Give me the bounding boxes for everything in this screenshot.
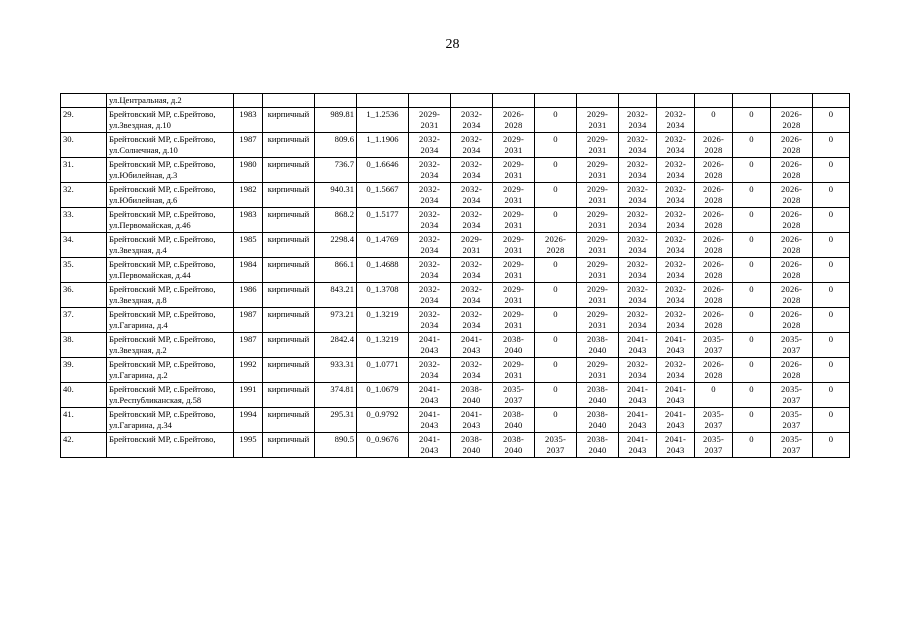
period-cell: 2032- 2034 <box>619 108 657 133</box>
period-cell: 0 <box>733 308 771 333</box>
wall-material-cell: кирпичный <box>263 183 315 208</box>
period-cell: 2041- 2043 <box>619 333 657 358</box>
period-cell: 2032- 2034 <box>657 358 695 383</box>
year-built-cell: 1987 <box>234 333 263 358</box>
period-cell: 2041- 2043 <box>451 408 493 433</box>
index-cell: 0_1.4769 <box>357 233 409 258</box>
period-cell: 2026- 2028 <box>771 158 813 183</box>
period-cell: 0 <box>813 108 850 133</box>
row-number-cell: 29. <box>61 108 107 133</box>
period-cell: 2029- 2031 <box>493 233 535 258</box>
period-cell: 0 <box>733 133 771 158</box>
period-cell: 2029- 2031 <box>577 108 619 133</box>
index-cell: 0_1.4688 <box>357 258 409 283</box>
period-cell: 2029- 2031 <box>577 133 619 158</box>
table-row <box>61 358 850 383</box>
period-cell: 2032- 2034 <box>619 183 657 208</box>
period-cell: 0 <box>535 158 577 183</box>
period-cell: 2032- 2034 <box>451 183 493 208</box>
period-cell: 2029- 2031 <box>493 358 535 383</box>
period-cell: 2026- 2028 <box>771 258 813 283</box>
period-cell: 0 <box>813 383 850 408</box>
period-cell: 2032- 2034 <box>451 358 493 383</box>
period-cell: 2032- 2034 <box>409 233 451 258</box>
area-cell: 868.2 <box>315 208 357 233</box>
period-cell: 2038- 2040 <box>577 333 619 358</box>
period-cell: 2026- 2028 <box>695 308 733 333</box>
period-cell: 0 <box>733 433 771 458</box>
period-cell: 2035- 2037 <box>535 433 577 458</box>
period-cell: 0 <box>535 108 577 133</box>
row-number-cell: 40. <box>61 383 107 408</box>
period-cell: 2032- 2034 <box>451 258 493 283</box>
wall-material-cell: кирпичный <box>263 333 315 358</box>
period-cell: 2038- 2040 <box>493 333 535 358</box>
wall-material-cell: кирпичный <box>263 208 315 233</box>
period-cell: 2035- 2037 <box>771 408 813 433</box>
address-cell: Брейтовский МР, с.Брейтово, ул.Юбилейная, д.3 <box>107 158 234 183</box>
period-cell: 0 <box>733 283 771 308</box>
row-number-cell: 33. <box>61 208 107 233</box>
period-cell: 2041- 2043 <box>657 333 695 358</box>
period-cell: 2038- 2040 <box>493 408 535 433</box>
period-cell: 2032- 2034 <box>619 133 657 158</box>
period-cell: 2032- 2034 <box>657 208 695 233</box>
area-cell: 2298.4 <box>315 233 357 258</box>
address-cell: Брейтовский МР, с.Брейтово, ул.Гагарина, д.34 <box>107 408 234 433</box>
period-cell: 2029- 2031 <box>577 308 619 333</box>
period-cell: 0 <box>535 283 577 308</box>
period-cell: 2032- 2034 <box>619 358 657 383</box>
period-cell: 2032- 2034 <box>409 133 451 158</box>
address-cell: Брейтовский МР, с.Брейтово, ул.Звездная, д.10 <box>107 108 234 133</box>
wall-material-cell: кирпичный <box>263 283 315 308</box>
table-row <box>61 108 850 133</box>
table-row <box>61 433 850 458</box>
period-cell: 0 <box>813 183 850 208</box>
year-built-cell: 1992 <box>234 358 263 383</box>
index-cell: 0_1.6646 <box>357 158 409 183</box>
period-cell: 0 <box>695 383 733 408</box>
period-cell: 2035- 2037 <box>771 433 813 458</box>
period-cell: 0 <box>733 333 771 358</box>
area-cell: 2842.4 <box>315 333 357 358</box>
period-cell: 0 <box>813 208 850 233</box>
period-cell: 2026- 2028 <box>771 358 813 383</box>
period-cell: 0 <box>813 408 850 433</box>
table-row <box>61 383 850 408</box>
period-cell: 2041- 2043 <box>409 383 451 408</box>
year-built-cell: 1980 <box>234 158 263 183</box>
address-cell: Брейтовский МР, с.Брейтово, <box>107 433 234 458</box>
period-cell: 2032- 2034 <box>657 308 695 333</box>
row-number-cell: 42. <box>61 433 107 458</box>
row-number-cell: 37. <box>61 308 107 333</box>
period-cell: 2035- 2037 <box>695 433 733 458</box>
row-number-cell: 34. <box>61 233 107 258</box>
table-row <box>61 408 850 433</box>
address-cell: Брейтовский МР, с.Брейтово, ул.Звездная, д.8 <box>107 283 234 308</box>
wall-material-cell: кирпичный <box>263 133 315 158</box>
index-cell: 0_1.0679 <box>357 383 409 408</box>
period-cell: 2029- 2031 <box>493 183 535 208</box>
year-built-cell: 1995 <box>234 433 263 458</box>
period-cell: 2038- 2040 <box>577 408 619 433</box>
row-number-cell: 38. <box>61 333 107 358</box>
wall-material-cell: кирпичный <box>263 108 315 133</box>
address-cell: Брейтовский МР, с.Брейтово, ул.Гагарина, д.4 <box>107 308 234 333</box>
period-cell: 2032- 2034 <box>619 283 657 308</box>
period-cell: 2029- 2031 <box>577 358 619 383</box>
address-cell: Брейтовский МР, с.Брейтово, ул.Республиканская, д.58 <box>107 383 234 408</box>
period-cell: 2032- 2034 <box>451 308 493 333</box>
wall-material-cell: кирпичный <box>263 358 315 383</box>
area-cell: 973.21 <box>315 308 357 333</box>
index-cell: 0_1.5667 <box>357 183 409 208</box>
period-cell: 2026- 2028 <box>771 108 813 133</box>
period-cell: 2026- 2028 <box>493 108 535 133</box>
period-cell: 0 <box>733 108 771 133</box>
area-cell: 736.7 <box>315 158 357 183</box>
period-cell: 0 <box>733 258 771 283</box>
period-cell: 2032- 2034 <box>657 183 695 208</box>
period-cell: 0 <box>733 408 771 433</box>
year-built-cell: 1984 <box>234 258 263 283</box>
address-cell: Брейтовский МР, с.Брейтово, ул.Солнечная, д.10 <box>107 133 234 158</box>
index-cell: 0_1.3708 <box>357 283 409 308</box>
area-cell: 374.81 <box>315 383 357 408</box>
period-cell: 0 <box>733 358 771 383</box>
period-cell: 2032- 2034 <box>619 208 657 233</box>
period-cell: 2038- 2040 <box>451 433 493 458</box>
index-cell: 1_1.2536 <box>357 108 409 133</box>
wall-material-cell: кирпичный <box>263 383 315 408</box>
year-built-cell: 1983 <box>234 108 263 133</box>
period-cell: 0 <box>733 183 771 208</box>
period-cell: 0 <box>813 283 850 308</box>
wall-material-cell: кирпичный <box>263 158 315 183</box>
row-number-cell: 39. <box>61 358 107 383</box>
index-cell: 1_1.1906 <box>357 133 409 158</box>
period-cell: 0 <box>535 333 577 358</box>
period-cell: 2032- 2034 <box>657 158 695 183</box>
period-cell: 2032- 2034 <box>409 208 451 233</box>
period-cell: 2029- 2031 <box>493 308 535 333</box>
period-cell: 2032- 2034 <box>409 258 451 283</box>
address-cell: ул.Центральная, д.2 <box>107 94 234 108</box>
period-cell: 2026- 2028 <box>695 183 733 208</box>
period-cell: 2032- 2034 <box>409 158 451 183</box>
period-cell: 2032- 2034 <box>451 158 493 183</box>
period-cell: 2041- 2043 <box>451 333 493 358</box>
year-built-cell: 1982 <box>234 183 263 208</box>
period-cell: 2035- 2037 <box>771 383 813 408</box>
year-built-cell: 1983 <box>234 208 263 233</box>
period-cell: 2026- 2028 <box>695 208 733 233</box>
period-cell: 2032- 2034 <box>657 258 695 283</box>
index-cell: 0_0.9676 <box>357 433 409 458</box>
period-cell: 2026- 2028 <box>535 233 577 258</box>
period-cell: 2032- 2034 <box>619 233 657 258</box>
period-cell: 2032- 2034 <box>451 133 493 158</box>
period-cell: 2026- 2028 <box>771 208 813 233</box>
area-cell: 866.1 <box>315 258 357 283</box>
area-cell: 940.31 <box>315 183 357 208</box>
period-cell: 2026- 2028 <box>695 158 733 183</box>
period-cell: 0 <box>813 308 850 333</box>
period-cell: 2029- 2031 <box>493 208 535 233</box>
table-row <box>61 283 850 308</box>
period-cell: 2032- 2034 <box>409 308 451 333</box>
address-cell: Брейтовский МР, с.Брейтово, ул.Звездная, д.4 <box>107 233 234 258</box>
period-cell: 2032- 2034 <box>657 133 695 158</box>
period-cell: 2041- 2043 <box>619 433 657 458</box>
period-cell: 0 <box>813 433 850 458</box>
table-row <box>61 183 850 208</box>
year-built-cell: 1986 <box>234 283 263 308</box>
period-cell: 0 <box>813 133 850 158</box>
period-cell: 2041- 2043 <box>619 383 657 408</box>
period-cell: 2041- 2043 <box>657 433 695 458</box>
period-cell: 2032- 2034 <box>657 108 695 133</box>
row-number-cell: 36. <box>61 283 107 308</box>
index-cell: 0_0.9792 <box>357 408 409 433</box>
period-cell: 2029- 2031 <box>577 233 619 258</box>
index-cell: 0_1.3219 <box>357 308 409 333</box>
table-row <box>61 308 850 333</box>
page-number: 28 <box>445 37 460 52</box>
period-cell: 0 <box>733 383 771 408</box>
area-cell: 989.81 <box>315 108 357 133</box>
period-cell: 2029- 2031 <box>577 208 619 233</box>
table-row <box>61 133 850 158</box>
wall-material-cell: кирпичный <box>263 308 315 333</box>
period-cell: 2041- 2043 <box>409 433 451 458</box>
period-cell: 2041- 2043 <box>619 408 657 433</box>
address-cell: Брейтовский МР, с.Брейтово, ул.Гагарина, д.2 <box>107 358 234 383</box>
table-row <box>61 208 850 233</box>
address-cell: Брейтовский МР, с.Брейтово, ул.Первомайская, д.46 <box>107 208 234 233</box>
year-built-cell: 1994 <box>234 408 263 433</box>
period-cell: 2035- 2037 <box>493 383 535 408</box>
period-cell: 2029- 2031 <box>577 283 619 308</box>
period-cell: 2026- 2028 <box>771 183 813 208</box>
period-cell: 2026- 2028 <box>771 133 813 158</box>
period-cell: 0 <box>813 258 850 283</box>
period-cell: 2032- 2034 <box>409 283 451 308</box>
period-cell: 2032- 2034 <box>619 308 657 333</box>
period-cell: 2029- 2031 <box>577 158 619 183</box>
year-built-cell: 1991 <box>234 383 263 408</box>
period-cell: 2026- 2028 <box>771 308 813 333</box>
period-cell: 2029- 2031 <box>493 133 535 158</box>
period-cell: 2029- 2031 <box>493 158 535 183</box>
period-cell: 2041- 2043 <box>409 333 451 358</box>
period-cell: 2041- 2043 <box>657 408 695 433</box>
period-cell: 0 <box>813 233 850 258</box>
period-cell: 2032- 2034 <box>657 283 695 308</box>
year-built-cell: 1985 <box>234 233 263 258</box>
period-cell: 2029- 2031 <box>493 283 535 308</box>
period-cell: 2041- 2043 <box>657 383 695 408</box>
area-cell: 933.31 <box>315 358 357 383</box>
period-cell: 2038- 2040 <box>451 383 493 408</box>
period-cell: 2035- 2037 <box>695 408 733 433</box>
period-cell: 2032- 2034 <box>409 358 451 383</box>
period-cell: 2029- 2031 <box>451 233 493 258</box>
table-row <box>61 233 850 258</box>
period-cell: 0 <box>733 233 771 258</box>
area-cell: 809.6 <box>315 133 357 158</box>
housing-register-table <box>60 93 850 458</box>
table-row-continuation <box>61 94 850 108</box>
table-row <box>61 258 850 283</box>
period-cell: 0 <box>535 308 577 333</box>
period-cell: 2026- 2028 <box>695 258 733 283</box>
row-number-cell: 35. <box>61 258 107 283</box>
address-cell: Брейтовский МР, с.Брейтово, ул.Первомайская, д.44 <box>107 258 234 283</box>
period-cell: 2026- 2028 <box>695 283 733 308</box>
wall-material-cell: кирпичный <box>263 258 315 283</box>
year-built-cell: 1987 <box>234 308 263 333</box>
index-cell: 0_1.0771 <box>357 358 409 383</box>
period-cell: 0 <box>535 133 577 158</box>
row-number-cell: 30. <box>61 133 107 158</box>
year-built-cell: 1987 <box>234 133 263 158</box>
index-cell: 0_1.3219 <box>357 333 409 358</box>
period-cell: 0 <box>733 208 771 233</box>
period-cell: 2038- 2040 <box>493 433 535 458</box>
period-cell: 2032- 2034 <box>619 258 657 283</box>
period-cell: 2041- 2043 <box>409 408 451 433</box>
address-cell: Брейтовский МР, с.Брейтово, ул.Звездная, д.2 <box>107 333 234 358</box>
period-cell: 0 <box>813 333 850 358</box>
period-cell: 2038- 2040 <box>577 433 619 458</box>
period-cell: 2026- 2028 <box>771 233 813 258</box>
period-cell: 2032- 2034 <box>409 183 451 208</box>
area-cell: 295.31 <box>315 408 357 433</box>
row-number-cell: 31. <box>61 158 107 183</box>
period-cell: 2029- 2031 <box>493 258 535 283</box>
wall-material-cell: кирпичный <box>263 233 315 258</box>
period-cell: 2029- 2031 <box>577 183 619 208</box>
period-cell: 2026- 2028 <box>695 233 733 258</box>
period-cell: 0 <box>733 158 771 183</box>
period-cell: 0 <box>535 183 577 208</box>
row-number-cell: 41. <box>61 408 107 433</box>
period-cell: 2032- 2034 <box>451 283 493 308</box>
period-cell: 2035- 2037 <box>771 333 813 358</box>
period-cell: 2035- 2037 <box>695 333 733 358</box>
period-cell: 2032- 2034 <box>451 108 493 133</box>
index-cell: 0_1.5177 <box>357 208 409 233</box>
period-cell: 2029- 2031 <box>409 108 451 133</box>
period-cell: 2026- 2028 <box>695 133 733 158</box>
area-cell: 843.21 <box>315 283 357 308</box>
period-cell: 2032- 2034 <box>451 208 493 233</box>
table-row <box>61 333 850 358</box>
period-cell: 2026- 2028 <box>695 358 733 383</box>
period-cell: 0 <box>813 158 850 183</box>
period-cell: 0 <box>535 258 577 283</box>
table-row <box>61 158 850 183</box>
period-cell: 2029- 2031 <box>577 258 619 283</box>
address-cell: Брейтовский МР, с.Брейтово, ул.Юбилейная, д.6 <box>107 183 234 208</box>
period-cell: 0 <box>535 358 577 383</box>
row-number-cell: 32. <box>61 183 107 208</box>
period-cell: 2038- 2040 <box>577 383 619 408</box>
period-cell: 0 <box>535 208 577 233</box>
period-cell: 0 <box>535 408 577 433</box>
period-cell: 2032- 2034 <box>657 233 695 258</box>
wall-material-cell: кирпичный <box>263 408 315 433</box>
area-cell: 890.5 <box>315 433 357 458</box>
period-cell: 2026- 2028 <box>771 283 813 308</box>
wall-material-cell: кирпичный <box>263 433 315 458</box>
period-cell: 0 <box>813 358 850 383</box>
period-cell: 0 <box>535 383 577 408</box>
period-cell: 2032- 2034 <box>619 158 657 183</box>
period-cell: 0 <box>695 108 733 133</box>
